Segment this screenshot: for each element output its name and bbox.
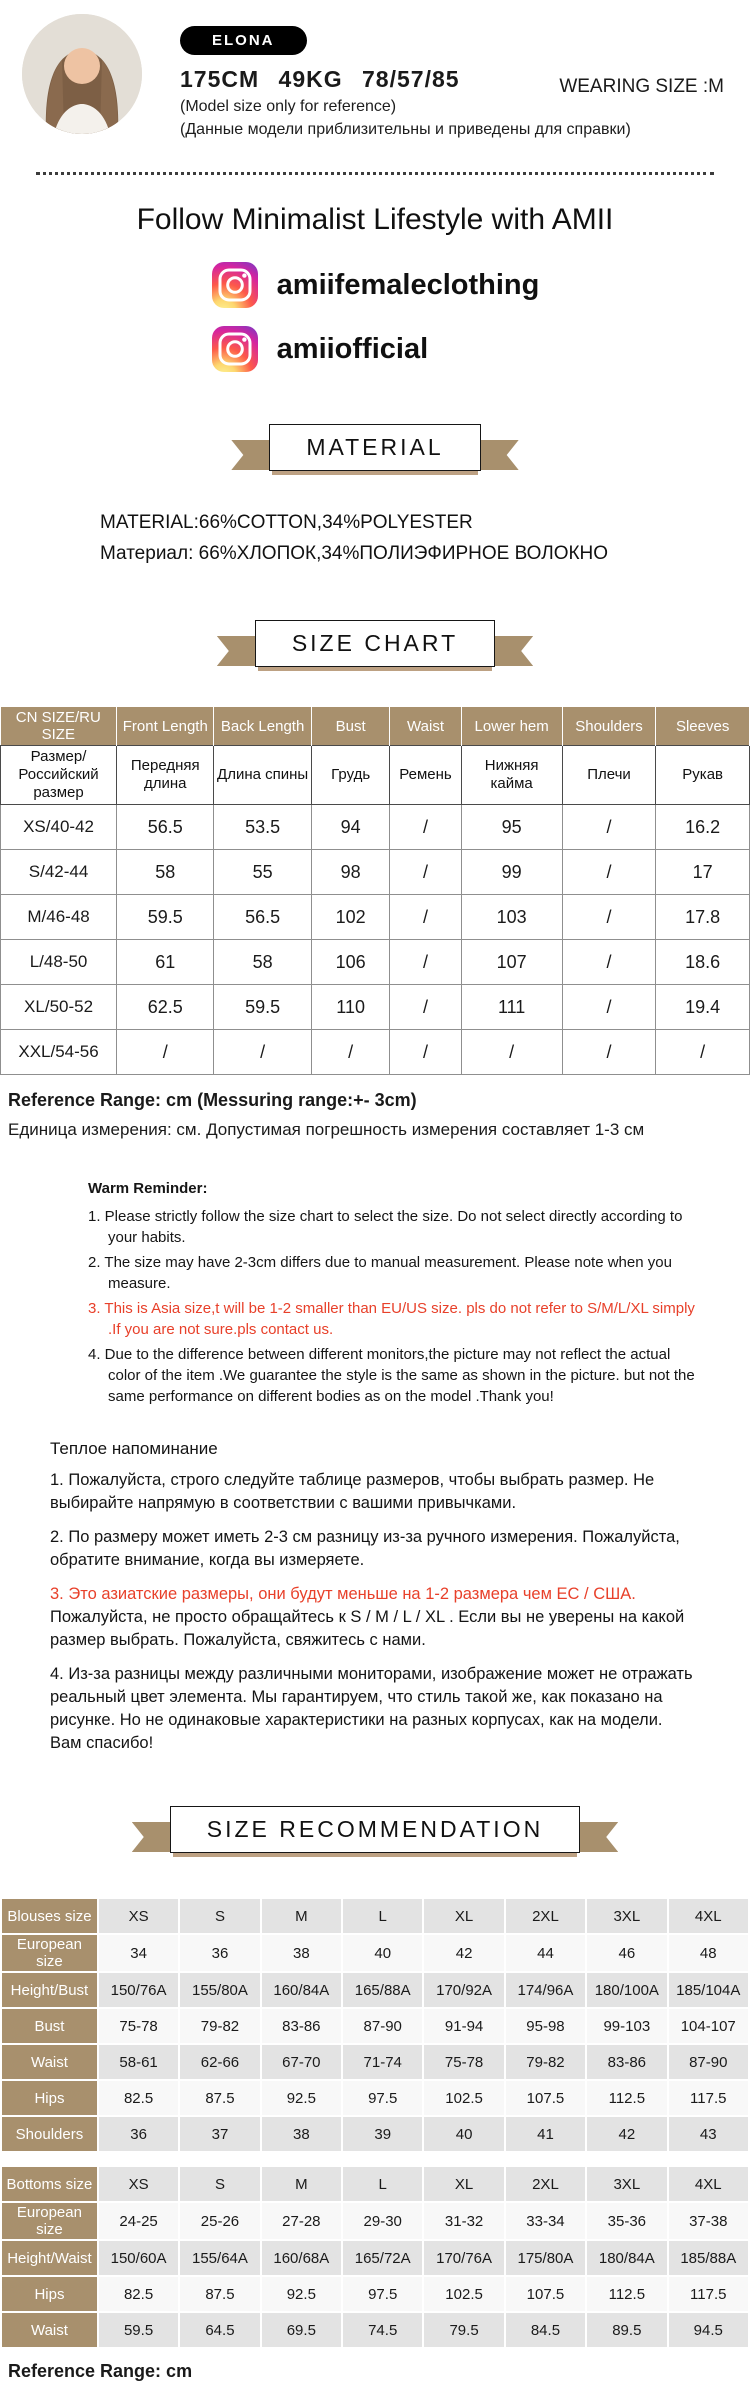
material-text [100, 507, 710, 569]
table-cell: 41 [506, 2117, 585, 2151]
table-cell: Shoulders [562, 707, 656, 746]
table-cell: 17.8 [656, 895, 750, 940]
section-ribbon-material [0, 421, 750, 473]
table-cell: 55 [214, 850, 311, 895]
instagram-link-2[interactable] [211, 325, 540, 373]
table-cell: 18.6 [656, 940, 750, 985]
table-cell: / [562, 940, 656, 985]
table-cell: / [214, 1030, 311, 1075]
table-cell: 87.5 [180, 2277, 259, 2311]
table-cell: Waist [2, 2045, 97, 2079]
table-cell: 58 [214, 940, 311, 985]
table-cell: 58 [117, 850, 214, 895]
table-cell: / [562, 805, 656, 850]
table-cell: 61 [117, 940, 214, 985]
table-cell: 84.5 [506, 2313, 585, 2347]
table-cell: 74.5 [343, 2313, 422, 2347]
table-cell: 160/68A [262, 2241, 341, 2275]
table-cell: 29-30 [343, 2203, 422, 2239]
table-cell: 170/92A [424, 1973, 503, 2007]
table-cell: Front Length [117, 707, 214, 746]
table-cell: Размер/Российский размер [1, 746, 117, 805]
table-row [2, 2167, 748, 2201]
table-cell: 62.5 [117, 985, 214, 1030]
table-cell: 170/76A [424, 2241, 503, 2275]
table-row [1, 805, 750, 850]
table-cell: 56.5 [214, 895, 311, 940]
warm-reminder-title: Warm Reminder: [88, 1180, 208, 1197]
model-name-row [180, 26, 720, 55]
table-cell: / [562, 850, 656, 895]
table-cell: 33-34 [506, 2203, 585, 2239]
reminder-ru-item-4: 4. Из-за разницы между различными мониторами, изображение может не отражать реальный цвет элемента. Мы гарантируем, что стиль такой же, как показано на рисунке. Но не одинаковые характеристики на разных корпусах, как на модели. Вам спасибо! [50, 1665, 693, 1752]
table-cell: 180/100A [587, 1973, 666, 2007]
table-cell: 24-25 [99, 2203, 178, 2239]
size-chart-reference-en: Reference Range: cm (Messuring range:+- 3cm) [8, 1090, 417, 1110]
reminder-item-4: 4. Due to the difference between different monitors,the picture may not reflect the actual color of the item .We guarantee the style is the same as shown in the picture. but not the same performance on different bodies as on the model .Thank you! [88, 1346, 695, 1405]
table-cell: 180/84A [587, 2241, 666, 2275]
table-row [2, 2009, 748, 2043]
table-cell: / [117, 1030, 214, 1075]
table-cell: / [562, 1030, 656, 1075]
table-cell: 2XL [506, 1899, 585, 1933]
table-row [1, 850, 750, 895]
table-cell: 103 [461, 895, 562, 940]
table-cell: 165/72A [343, 2241, 422, 2275]
table-cell: XS [99, 1899, 178, 1933]
table-cell: 79-82 [180, 2009, 259, 2043]
table-cell: 91-94 [424, 2009, 503, 2043]
instagram-icon [211, 325, 259, 373]
table-cell: 75-78 [424, 2045, 503, 2079]
model-header [0, 0, 750, 158]
reminder-ru-item-1: 1. Пожалуйста, строго следуйте таблице размеров, чтобы выбрать размер. Не выбирайте напрямую в соответствии с вашими привычками. [50, 1471, 655, 1512]
table-cell: 79-82 [506, 2045, 585, 2079]
table-cell: / [311, 1030, 390, 1075]
reminder-ru-item-2: 2. По размеру может иметь 2-3 см разницу из-за ручного измерения. Пожалуйста, обратите внимание, когда вы измеряете. [50, 1528, 680, 1569]
table-cell: 46 [587, 1935, 666, 1971]
table-cell: 67-70 [262, 2045, 341, 2079]
table-cell: 106 [311, 940, 390, 985]
table-row [1, 1030, 750, 1075]
reminder-ru-item-3 [50, 1583, 694, 1652]
table-row [1, 895, 750, 940]
table-cell: / [656, 1030, 750, 1075]
table-cell: Hips [2, 2081, 97, 2115]
table-cell: 185/88A [669, 2241, 748, 2275]
table-cell: 59.5 [214, 985, 311, 1030]
table-cell: 102 [311, 895, 390, 940]
table-cell: 38 [262, 2117, 341, 2151]
instagram-handle: amiiofficial [276, 332, 429, 365]
table-cell: 97.5 [343, 2081, 422, 2115]
table-row [2, 2117, 748, 2151]
table-cell: Грудь [311, 746, 390, 805]
table-cell: 69.5 [262, 2313, 341, 2347]
table-cell: Ремень [390, 746, 461, 805]
table-cell: / [562, 985, 656, 1030]
table-cell: 89.5 [587, 2313, 666, 2347]
table-cell: L [343, 1899, 422, 1933]
table-cell: 58-61 [99, 2045, 178, 2079]
table-cell: M/46-48 [1, 895, 117, 940]
reminder-item-1: 1. Please strictly follow the size chart to select the size. Do not select directly according to your habits. [88, 1208, 683, 1246]
table-row [2, 1973, 748, 2007]
table-cell: XL/50-52 [1, 985, 117, 1030]
table-cell: XL [424, 1899, 503, 1933]
table-cell: 111 [461, 985, 562, 1030]
table-cell: 64.5 [180, 2313, 259, 2347]
material-section-title: MATERIAL [269, 424, 480, 471]
bottoms-table-body [2, 2167, 748, 2347]
table-cell: 83-86 [587, 2045, 666, 2079]
table-cell: XL [424, 2167, 503, 2201]
table-cell: 150/76A [99, 1973, 178, 2007]
table-cell: Sleeves [656, 707, 750, 746]
table-cell: Lower hem [461, 707, 562, 746]
table-cell: 4XL [669, 1899, 748, 1933]
table-cell: 83-86 [262, 2009, 341, 2043]
size-chart-section-title: SIZE CHART [255, 620, 495, 667]
bottoms-size-table [0, 2165, 750, 2349]
table-cell: XXL/54-56 [1, 1030, 117, 1075]
table-cell: 82.5 [99, 2081, 178, 2115]
table-cell: 79.5 [424, 2313, 503, 2347]
table-cell: 40 [343, 1935, 422, 1971]
table-cell: European size [2, 2203, 97, 2239]
table-cell: 59.5 [99, 2313, 178, 2347]
table-cell: 117.5 [669, 2081, 748, 2115]
table-cell: Height/Bust [2, 1973, 97, 2007]
table-cell: 82.5 [99, 2277, 178, 2311]
table-cell: 43 [669, 2117, 748, 2151]
table-cell: 25-26 [180, 2203, 259, 2239]
table-cell: 34 [99, 1935, 178, 1971]
table-cell: XS [99, 2167, 178, 2201]
table-cell: 16.2 [656, 805, 750, 850]
table-cell: 99-103 [587, 2009, 666, 2043]
model-name-badge: ELONA [180, 26, 307, 55]
table-cell: 117.5 [669, 2277, 748, 2311]
table-cell: 107.5 [506, 2277, 585, 2311]
warm-reminder-en [88, 1178, 698, 1407]
table-cell: 17 [656, 850, 750, 895]
reminder-item-2: 2. The size may have 2-3cm differs due to manual measurement. Please note when you measure. [88, 1254, 672, 1292]
table-cell: 59.5 [117, 895, 214, 940]
section-ribbon-size-recommendation [0, 1803, 750, 1855]
table-cell: 97.5 [343, 2277, 422, 2311]
size-chart-table [0, 707, 750, 1075]
table-cell: M [262, 1899, 341, 1933]
table-row [2, 1899, 748, 1933]
table-cell: Длина спины [214, 746, 311, 805]
table-cell: 104-107 [669, 2009, 748, 2043]
table-cell: Blouses size [2, 1899, 97, 1933]
table-row [2, 2045, 748, 2079]
table-cell: 39 [343, 2117, 422, 2151]
table-cell: 185/104A [669, 1973, 748, 2007]
table-cell: Bottoms size [2, 2167, 97, 2201]
table-cell: 35-36 [587, 2203, 666, 2239]
reminder-ru-item-3-warning: 3. Это азиатские размеры, они будут меньше на 1-2 размера чем ЕС / США. [50, 1585, 636, 1603]
table-cell: CN SIZE/RU SIZE [1, 707, 117, 746]
table-cell: Рукав [656, 746, 750, 805]
warm-reminder-ru [50, 1437, 694, 1755]
table-cell: 44 [506, 1935, 585, 1971]
table-row [2, 2277, 748, 2311]
table-cell: L/48-50 [1, 940, 117, 985]
table-cell: / [390, 1030, 461, 1075]
table-cell: XS/40-42 [1, 805, 117, 850]
model-note-ru: (Данные модели приблизительны и приведены для справки) [180, 121, 631, 138]
table-cell: L [343, 2167, 422, 2201]
table-cell: 102.5 [424, 2277, 503, 2311]
table-cell: 94 [311, 805, 390, 850]
table-cell: Bust [311, 707, 390, 746]
table-cell: 98 [311, 850, 390, 895]
table-cell: 107 [461, 940, 562, 985]
table-cell: 4XL [669, 2167, 748, 2201]
table-cell: Waist [2, 2313, 97, 2347]
table-cell: 95-98 [506, 2009, 585, 2043]
table-cell: Плечи [562, 746, 656, 805]
table-cell: Height/Waist [2, 2241, 97, 2275]
table-cell: 92.5 [262, 2081, 341, 2115]
table-cell: 95 [461, 805, 562, 850]
table-cell: 42 [587, 2117, 666, 2151]
table-row [2, 2203, 748, 2239]
material-line-ru: Материал: 66%ХЛОПОК,34%ПОЛИЭФИРНОЕ ВОЛОКНО [100, 543, 609, 564]
table-cell: / [390, 985, 461, 1030]
table-cell: 160/84A [262, 1973, 341, 2007]
table-cell: 31-32 [424, 2203, 503, 2239]
size-chart-reference-ru: Единица измерения: см. Допустимая погрешность измерения составляет 1-3 см [8, 1120, 645, 1139]
table-cell: M [262, 2167, 341, 2201]
table-cell: 37 [180, 2117, 259, 2151]
material-line-en: MATERIAL:66%COTTON,34%POLYESTER [100, 512, 473, 533]
table-cell: 92.5 [262, 2277, 341, 2311]
table-cell: 38 [262, 1935, 341, 1971]
table-cell: 36 [180, 1935, 259, 1971]
table-cell: 94.5 [669, 2313, 748, 2347]
table-cell: / [390, 940, 461, 985]
blouses-table-body [2, 1899, 748, 2151]
table-cell: / [390, 850, 461, 895]
table-cell: European size [2, 1935, 97, 1971]
reminder-ru-item-3-rest: Пожалуйста, не просто обращайтесь к S / M / L / XL . Если вы не уверены на какой размер выбрать. Пожалуйста, свяжитесь с нами. [50, 1608, 685, 1649]
model-note-en: (Model size only for reference) [180, 98, 397, 115]
table-cell: 165/88A [343, 1973, 422, 2007]
model-photo [22, 14, 142, 134]
size-recommendation-section-title: SIZE RECOMMENDATION [170, 1806, 580, 1853]
table-cell: 56.5 [117, 805, 214, 850]
table-cell: 112.5 [587, 2081, 666, 2115]
model-photo-placeholder [22, 14, 142, 134]
instagram-list [211, 261, 540, 373]
table-cell: 175/80A [506, 2241, 585, 2275]
follow-title: Follow Minimalist Lifestyle with AMII [136, 203, 614, 236]
size-chart-header-en [1, 707, 750, 746]
table-cell: 19.4 [656, 985, 750, 1030]
model-stats: 175CM 49KG 78/57/85 [180, 66, 460, 92]
table-cell: 36 [99, 2117, 178, 2151]
table-cell: 53.5 [214, 805, 311, 850]
instagram-icon [211, 261, 259, 309]
recommendation-reference: Reference Range: cm [8, 2361, 193, 2381]
table-cell: 2XL [506, 2167, 585, 2201]
dotted-divider [36, 172, 714, 175]
table-cell: S/42-44 [1, 850, 117, 895]
table-row [2, 1935, 748, 1971]
table-cell: 48 [669, 1935, 748, 1971]
table-cell: Передняя длина [117, 746, 214, 805]
table-cell: / [562, 895, 656, 940]
table-cell: Hips [2, 2277, 97, 2311]
table-cell: 71-74 [343, 2045, 422, 2079]
table-cell: 37-38 [669, 2203, 748, 2239]
table-cell: 107.5 [506, 2081, 585, 2115]
table-cell: / [461, 1030, 562, 1075]
table-cell: 40 [424, 2117, 503, 2151]
section-ribbon-size-chart [0, 617, 750, 669]
table-cell: 62-66 [180, 2045, 259, 2079]
size-chart-header-ru [1, 746, 750, 805]
instagram-link-1[interactable] [211, 261, 540, 309]
table-row [2, 2081, 748, 2115]
table-cell: S [180, 1899, 259, 1933]
table-cell: Shoulders [2, 2117, 97, 2151]
table-cell: 174/96A [506, 1973, 585, 2007]
blouses-size-table [0, 1897, 750, 2153]
table-cell: 155/64A [180, 2241, 259, 2275]
size-chart-body [1, 805, 750, 1075]
table-cell: 155/80A [180, 1973, 259, 2007]
table-cell: 27-28 [262, 2203, 341, 2239]
table-cell: 42 [424, 1935, 503, 1971]
table-cell: / [390, 805, 461, 850]
table-cell: 75-78 [99, 2009, 178, 2043]
table-cell: Bust [2, 2009, 97, 2043]
table-cell: Waist [390, 707, 461, 746]
wearing-size-label: WEARING SIZE :M [559, 76, 724, 97]
table-cell: 87-90 [343, 2009, 422, 2043]
table-cell: 99 [461, 850, 562, 895]
table-cell: / [390, 895, 461, 940]
table-cell: 102.5 [424, 2081, 503, 2115]
table-cell: 3XL [587, 1899, 666, 1933]
table-row [2, 2241, 748, 2275]
table-cell: 87.5 [180, 2081, 259, 2115]
table-cell: S [180, 2167, 259, 2201]
warm-reminder-ru-title: Теплое напоминание [50, 1439, 218, 1458]
table-cell: 110 [311, 985, 390, 1030]
reminder-item-3-warning: 3. This is Asia size,t will be 1-2 smaller than EU/US size. pls do not refer to S/M/L/XL simply .If you are not sure.pls contact us. [88, 1300, 695, 1338]
table-cell: 150/60A [99, 2241, 178, 2275]
table-cell: 87-90 [669, 2045, 748, 2079]
table-cell: Back Length [214, 707, 311, 746]
table-row [1, 940, 750, 985]
table-cell: 3XL [587, 2167, 666, 2201]
table-cell: Нижняя кайма [461, 746, 562, 805]
table-cell: 112.5 [587, 2277, 666, 2311]
table-row [1, 985, 750, 1030]
instagram-handle: amiifemaleclothing [276, 268, 540, 301]
